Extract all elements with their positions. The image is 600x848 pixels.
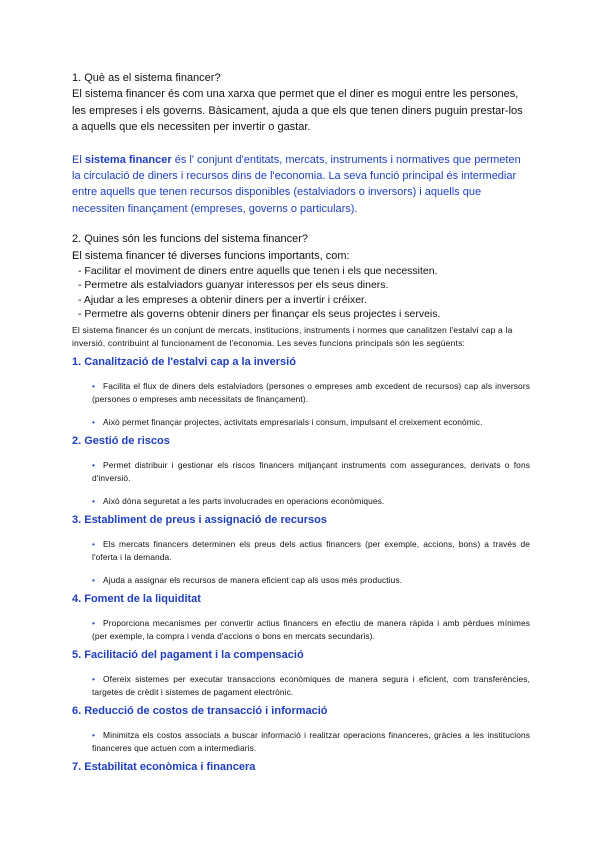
question-1-answer: El sistema financer és com una xarxa que permet que el diner es mogui entre les persones, les empreses i els governs. Bàsicament, ajuda a que els que tenen diners puguin prestar-los a aquells que els necessiten per invertir o gastar. [72, 88, 523, 134]
document-page [72, 70, 530, 775]
bullet-text: Minimitza els costos associats a buscar informació i realitzar operacions financeres, gràcies a les institucions financeres que actuen com a intermediaris. [92, 730, 530, 754]
function-heading-6: 6. Reducció de costos de transacció i informació [72, 705, 328, 718]
bullet-icon: • [92, 381, 96, 392]
bullet-icon: • [92, 539, 96, 550]
definition-bold-term: sistema financer [84, 153, 172, 166]
function-heading-4: 4. Foment de la liquiditat [72, 593, 201, 606]
bullet-icon: • [92, 496, 96, 507]
list-item: - Ajudar a les empreses a obtenir diners per a invertir i créixer. [78, 293, 367, 306]
function-bullet [72, 617, 530, 643]
function-heading-2: 2. Gestió de riscos [72, 435, 170, 448]
bullet-text: Facilita el flux de diners dels estalviadors (persones o empreses amb excedent de recursos) cap als inversors (persones o empreses amb necessitats de finançament). [92, 381, 530, 405]
function-heading-3: 3. Establiment de preus i assignació de recursos [72, 514, 327, 527]
bullet-icon: • [92, 460, 96, 471]
function-bullet [72, 574, 530, 587]
question-1-title: 1. Què as el sistema financer? [72, 72, 221, 84]
list-item: - Permetre als governs obtenir diners per finançar els seus projectes i serveis. [78, 308, 441, 321]
function-bullet [72, 380, 530, 406]
definition-lead: El [72, 153, 85, 166]
bullet-icon: • [92, 618, 96, 629]
functions-intro: El sistema financer és un conjunt de mercats, institucions, instruments i normes que canalitzen l'estalvi cap a la inversió, contribuint al funcionament de l'economia. Les seves funcions principals són les següents: [72, 324, 513, 348]
bullet-icon: • [92, 575, 96, 586]
question-2-intro: El sistema financer té diverses funcions importants, com: [72, 249, 350, 262]
function-bullet [72, 459, 530, 485]
function-bullet [72, 538, 530, 564]
function-heading-5: 5. Facilitació del pagament i la compensació [72, 649, 304, 662]
bullet-text: Ofereix sistemes per executar transaccions econòmiques de manera segura i eficient, com transferències, targetes de crèdit i sistemes de pagament electrònic. [92, 674, 530, 698]
bullet-text: Els mercats financers determinen els preus dels actius financers (per exemple, accions, bons) a través de l'oferta i la demanda. [92, 539, 530, 563]
function-heading-7: 7. Estabilitat econòmica i financera [72, 761, 256, 774]
functions-section [72, 354, 530, 775]
function-bullet [72, 416, 530, 429]
definition-paragraph [72, 152, 530, 218]
function-bullet [72, 495, 530, 508]
functions-simple-list [72, 264, 530, 322]
bullet-text: Això dóna seguretat a les parts involucrades en operacions econòmiques. [103, 496, 385, 507]
bullet-icon: • [92, 674, 96, 685]
bullet-text: Ajuda a assignar els recursos de manera eficient cap als usos més productius. [103, 575, 403, 586]
function-bullet [72, 729, 530, 755]
bullet-icon: • [92, 730, 96, 741]
list-item: - Permetre als estalviadors guanyar interessos per els seus diners. [78, 279, 389, 292]
function-bullet [72, 673, 530, 699]
question-2-title: 2. Quines són les funcions del sistema financer? [72, 233, 309, 246]
bullet-text: Permet distribuir i gestionar els riscos financers mitjançant instruments com assegurances, derivats o fons d'inversió. [92, 460, 530, 484]
bullet-text: Això permet finançar projectes, activitats empresarials i consum, impulsant el creixement econòmic. [103, 417, 483, 428]
list-item: - Facilitar el moviment de diners entre aquells que tenen i els que necessiten. [78, 265, 438, 278]
function-heading-1: 1. Canalització de l'estalvi cap a la inversió [72, 356, 296, 369]
definition-rest: és l' conjunt d'entitats, mercats, instruments i normatives que permeten la circulació de diners i recursos dins de l'economia. La seva funció principal és intermediar entre aquells que tenen recursos disponibles (estalviadors o inversors) i aquells que necessiten finançament (empreses, governs o particulars). [72, 153, 521, 215]
bullet-text: Proporciona mecanismes per convertir actius financers en efectiu de manera ràpida i amb pèrdues mínimes (per exemple, la compra i venda d'accions o bons en mercats secundaris). [92, 618, 530, 642]
bullet-icon: • [92, 417, 96, 428]
